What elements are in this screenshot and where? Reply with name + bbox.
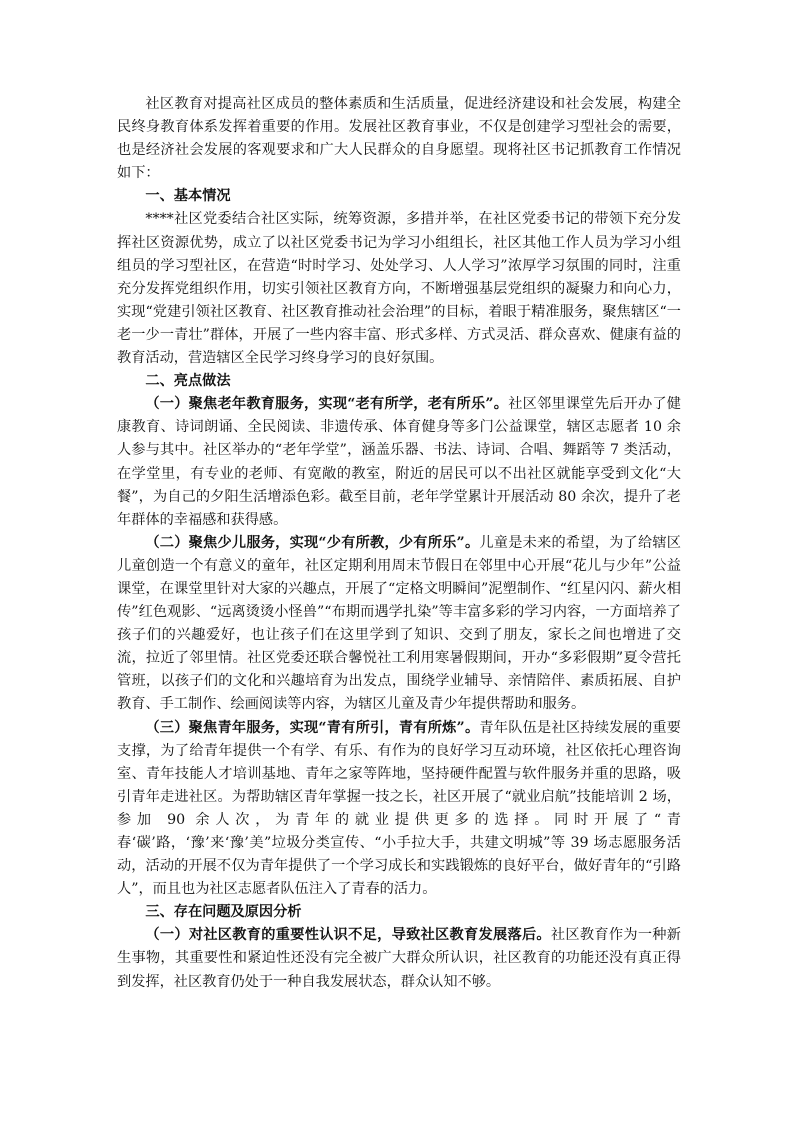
section-3-item-1-lead: （一）对社区教育的重要性认识不足，导致社区教育发展落后。 xyxy=(145,927,551,944)
document-page xyxy=(117,93,681,994)
section-3-item-1 xyxy=(117,924,681,993)
intro-paragraph: 社区教育对提高社区成员的整体素质和生活质量，促进经济建设和社会发展，构建全民终身教育体系发挥着重要的作用。发展社区教育事业，不仅是创建学习型社会的需要，也是经济社会发展的客观要求和广大人民群众的自身愿望。现将社区书记抓教育工作情况如下： xyxy=(117,96,681,182)
section-2-item-1 xyxy=(117,393,681,532)
section-1-paragraph: ****社区党委结合社区实际，统筹资源，多措并举，在社区党委书记的带领下充分发挥社区资源优势，成立了以社区党委书记为学习小组组长，社区其他工作人员为学习小组组员的学习型社区，在营造“时时学习、处处学习、人人学习”浓厚学习氛围的同时，注重充分发挥党组织作用，切实引领社区教育方向，不断增强基层党组织的凝聚力和向心力，实现“党建引领社区教育、社区教育推动社会治理”的目标，着眼于精准服务，聚焦辖区“一老一少一青壮”群体，开展了一些内容丰富、形式多样、方式灵活、群众喜欢、健康有益的教育活动，营造辖区全民学习终身学习的良好氛围。 xyxy=(117,211,681,367)
section-2-item-3-lead: （三）聚焦青年服务，实现“青有所引，青有所炼”。 xyxy=(145,719,480,736)
section-2-item-3 xyxy=(117,717,681,902)
section-2-item-2 xyxy=(117,532,681,717)
section-2-item-1-body: 社区邻里课堂先后开办了健康教育、诗词朗诵、全民阅读、非遗传承、体育健身等多门公益课堂，辖区志愿者 10 余人参与其中。社区举办的“老年学堂”，涵盖乐器、书法、诗词、合唱、舞蹈等 7 类活动，在学堂里，有专业的老师、有宽敞的教室，附近的居民可以不出社区就能享受到文化“大餐”，为自己的夕阳生活增添色彩。截至目前，老年学堂累计开展活动 80 余次，提升了老年群体的幸福感和获得感。 xyxy=(117,396,681,528)
section-2-heading: 二、亮点做法 xyxy=(145,373,231,390)
section-2-item-2-body: 儿童是未来的希望，为了给辖区儿童创造一个有意义的童年，社区定期利用周末节假日在邻里中心开展“花儿与少年”公益课堂，在课堂里针对大家的兴趣点，开展了“定格文明瞬间”泥塑制作、“红星闪闪、薪火相传”红色观影、“远离烫烫小怪兽”“布期而遇学扎染”等丰富多彩的学习内容，一方面培养了孩子们的兴趣爱好，也让孩子们在这里学到了知识、交到了朋友，家长之间也增进了交流，拉近了邻里情。社区党委还联合馨悦社工利用寒暑假期间，开办“多彩假期”夏令营托管班，以孩子们的文化和兴趣培育为出发点，围绕学业辅导、亲情陪伴、素质拓展、自护教育、手工制作、绘画阅读等内容，为辖区儿童及青少年提供帮助和服务。 xyxy=(117,534,681,713)
section-2-item-1-lead: （一）聚焦老年教育服务，实现“老有所学，老有所乐”。 xyxy=(145,396,509,413)
section-3-item-1-body: 社区教育作为一种新生事物，其重要性和紧迫性还没有完全被广大群众所认识，社区教育的功能还没有真正得到发挥，社区教育仍处于一种自我发展状态，群众认知不够。 xyxy=(117,927,681,990)
section-2-item-3-body: 青年队伍是社区持续发展的重要支撑，为了给青年提供一个有学、有乐、有作为的良好学习互动环境，社区依托心理咨询室、青年技能人才培训基地、青年之家等阵地，坚持硬件配置与软件服务并重的思路，吸引青年走进社区。为帮助辖区青年掌握一技之长，社区开展了“就业启航”技能培训 2 场，参加 90 余人次，为青年的就业提供更多的选择。同时开展了“青春‘碳’路，‘豫’来‘豫’美”垃圾分类宣传、“小手拉大手，共建文明城”等 39 场志愿服务活动，活动的开展不仅为青年提供了一个学习成长和实践锻炼的良好平台，做好青年的“引路人”，而且也为社区志愿者队伍注入了青春的活力。 xyxy=(117,719,681,898)
section-2-item-2-lead: （二）聚焦少儿服务，实现“少有所教，少有所乐”。 xyxy=(145,534,480,551)
section-3-heading: 三、存在问题及原因分析 xyxy=(145,904,302,921)
section-1-heading: 一、基本情况 xyxy=(145,188,231,205)
